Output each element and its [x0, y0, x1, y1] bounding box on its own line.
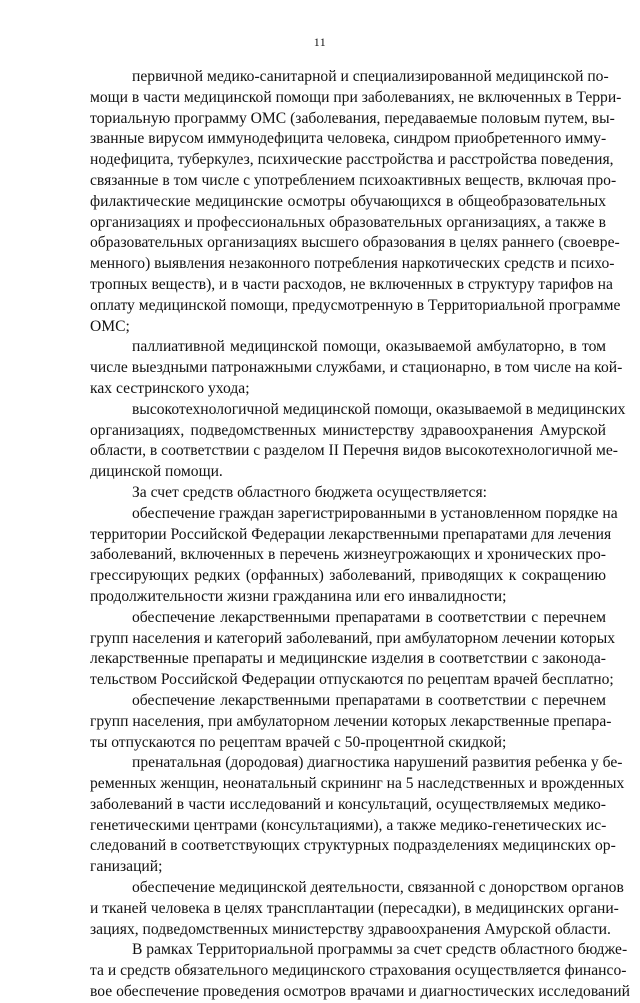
- text-line: званные вирусом иммунодефицита человека, синдром приобретенного имму-: [90, 130, 607, 148]
- text-line: генетическими центрами (консультациями), а также медико-генетических ис-: [90, 816, 607, 834]
- text-line: вое обеспечение проведения осмотров врачами и диагностических исследований: [90, 983, 630, 1001]
- text-line: зациях, подведомственных министерству здравоохранения Амурской области.: [90, 920, 611, 938]
- text-line: грессирующих редких (орфанных) заболеваний, приводящих к сокращению: [90, 567, 606, 585]
- text-line: области, в соответствии с разделом II Перечня видов высокотехнологичной ме-: [90, 442, 618, 460]
- text-line: высокотехнологичной медицинской помощи, оказываемой в медицинских: [132, 400, 626, 418]
- text-line: ОМС;: [90, 317, 130, 335]
- document-body: [90, 67, 630, 1003]
- text-line: филактические медицинские осмотры обучающихся в общеобразовательных: [90, 192, 606, 210]
- text-line: В рамках Территориальной программы за счет средств областного бюдже-: [132, 941, 628, 959]
- text-line: групп населения и категорий заболеваний, при амбулаторном лечении которых: [90, 629, 615, 647]
- text-line: продолжительности жизни гражданина или его инвалидности;: [90, 587, 507, 605]
- text-line: обеспечение лекарственными препаратами в соответствии с перечнем: [132, 608, 606, 626]
- text-line: ты отпускаются по рецептам врачей с 50-процентной скидкой;: [90, 733, 507, 751]
- text-line: ках сестринского ухода;: [90, 379, 250, 397]
- text-line: обеспечение граждан зарегистрированными в установленном порядке на: [132, 504, 618, 522]
- text-line: обеспечение медицинской деятельности, связанной с донорством органов: [132, 879, 624, 897]
- text-line: следований в соответствующих структурных подразделениях медицинских ор-: [90, 837, 616, 855]
- text-line: лекарственные препараты и медицинские изделия в соответствии с законода-: [90, 650, 606, 668]
- text-line: ременных женщин, неонатальный скрининг на 5 наследственных и врожденных: [90, 775, 625, 793]
- text-line: групп населения, при амбулаторном лечении которых лекарственные препара-: [90, 712, 612, 730]
- text-line: ториальную программу ОМС (заболевания, передаваемые половым путем, вы-: [90, 109, 615, 127]
- text-line: заболеваний, включенных в перечень жизнеугрожающих и хронических про-: [90, 546, 606, 564]
- text-line: оплату медицинской помощи, предусмотренную в Территориальной программе: [90, 296, 621, 314]
- text-line: заболеваний в части исследований и консультаций, осуществляемых медико-: [90, 795, 606, 813]
- text-line: организациях и профессиональных образовательных организациях, а также в: [90, 213, 606, 231]
- text-line: числе выездными патронажными службами, и стационарно, в том числе на кой-: [90, 359, 623, 377]
- text-line: образовательных организациях высшего образования в целях раннего (своевре-: [90, 234, 620, 252]
- text-line: и тканей человека в целях трансплантации (пересадки), в медицинских органи-: [90, 899, 619, 917]
- text-line: тропных веществ), и в части расходов, не включенных в структуру тарифов на: [90, 275, 613, 293]
- text-line: организациях, подведомственных министерству здравоохранения Амурской: [90, 421, 606, 439]
- text-line: дицинской помощи.: [90, 463, 223, 481]
- text-line: территории Российской Федерации лекарственными препаратами для лечения: [90, 525, 612, 543]
- text-line: та и средств обязательного медицинского страхования осуществляется финансо-: [90, 962, 627, 980]
- text-line: первичной медико-санитарной и специализированной медицинской по-: [132, 68, 609, 85]
- text-line: паллиативной медицинской помощи, оказываемой амбулаторно, в том: [132, 338, 606, 356]
- text-line: нодефицита, туберкулез, психические расстройства и расстройства поведения,: [90, 151, 614, 169]
- text-line: За счет средств областного бюджета осуществляется:: [132, 483, 487, 501]
- text-line: тельством Российской Федерации отпускаются по рецептам врачей бесплатно;: [90, 671, 614, 689]
- text-line: связанные в том числе с употреблением психоактивных веществ, включая про-: [90, 171, 617, 189]
- text-line: менного) выявления незаконного потребления наркотических средств и психо-: [90, 255, 615, 273]
- text-line: пренатальная (дородовая) диагностика нарушений развития ребенка у бе-: [132, 754, 623, 772]
- text-line: мощи в части медицинской помощи при заболеваниях, не включенных в Терри-: [90, 88, 622, 106]
- page-number: 11: [313, 35, 327, 49]
- text-line: обеспечение лекарственными препаратами в соответствии с перечнем: [132, 691, 606, 709]
- text-line: ганизаций;: [90, 858, 163, 876]
